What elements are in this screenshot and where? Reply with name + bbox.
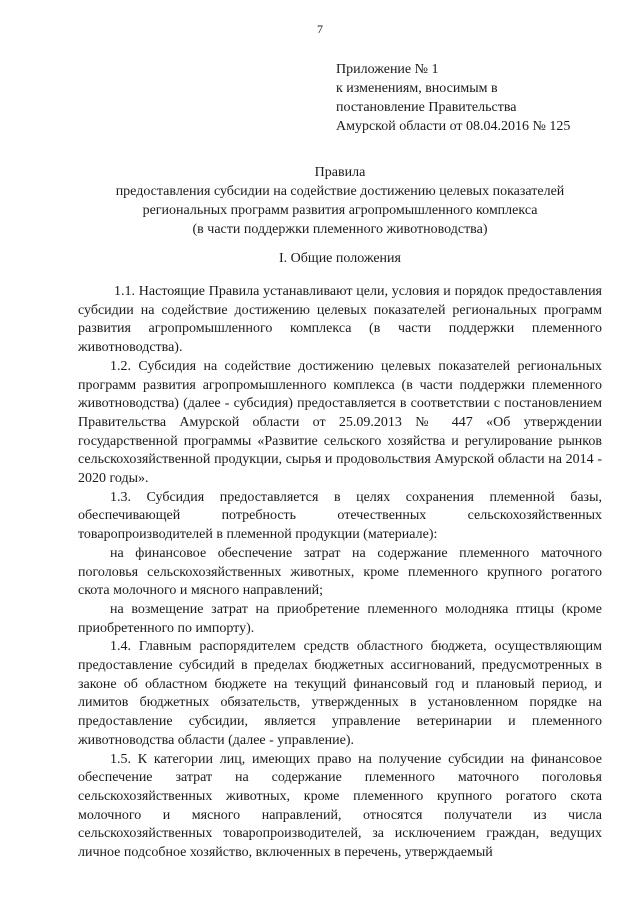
paragraph: 1.3. Субсидия предоставляется в целях сохранения племенной базы, обеспечивающей потребность отечественных сельскохозяйственных товаропроизводителей в племенной продукции (материале): [78,489,602,543]
title-line: (в части поддержки племенного животноводства) [192,222,488,237]
appendix-line: Амурской области от 08.04.2016 № 125 [336,119,571,134]
paragraph: 1.4. Главным распорядителем средств областного бюджета, осуществляющим предоставление субсидий в пределах бюджетных ассигнований, предусмотренных в законе об областном бюджете на текущий финансовый год и плановый период, и лимитов бюджетных обязательств, утвержденных в установленном порядке на предоставление субсидии, является управление ветеринарии и племенного животноводства области (далее - управление). [78,639,602,748]
title-line: региональных программ развития агропромышленного комплекса [142,203,538,218]
page-number: 7 [317,22,323,36]
title-line: Правила [314,165,366,180]
paragraph: 1.5. К категории лиц, имеющих право на получение субсидии на финансовое обеспечение затрат на содержание племенного маточного поголовья сельскохозяйственных животных, кроме племенного крупного рогатого скота молочного и мясного направлений, относятся получатели из числа сельскохозяйственных товаропроизводителей, за исключением граждан, ведущих личное подсобное хозяйство, включенных в перечень, утверждаемый [78,751,602,861]
document-title [80,163,600,239]
appendix-block [336,60,626,136]
document-body [78,283,602,863]
paragraph: 1.2. Субсидия на содействие достижению целевых показателей региональных программ развития агропромышленного комплекса (в части поддержки племенного животноводства) (далее - субсидия) предоставляется в соответствии с постановлением Правительства Амурской области от 25.09.2013 № 447 «Об утверждении государственной программы «Развитие сельского хозяйства и регулирование рынков сельскохозяйственной продукции, сырья и продовольствия Амурской области на 2014 - 2020 годы». [78,358,602,487]
appendix-line: постановление Правительства [336,100,517,115]
appendix-line: к изменениям, вносимым в [336,81,498,96]
appendix-line: Приложение № 1 [336,62,439,77]
title-line: предоставления субсидии на содействие достижению целевых показателей [115,184,565,199]
section-heading: I. Общие положения [279,251,401,266]
paragraph: на возмещение затрат на приобретение племенного молодняка птицы (кроме приобретенного по импорту). [78,601,602,636]
paragraph: на финансовое обеспечение затрат на содержание племенного маточного поголовья сельскохозяйственных животных, кроме племенного крупного рогатого скота молочного и мясного направлений; [78,545,602,599]
paragraph: 1.1. Настоящие Правила устанавливают цели, условия и порядок предоставления субсидии на содействие достижению целевых показателей региональных программ развития агропромышленного комплекса (в части поддержки племенного животноводства). [78,284,602,356]
